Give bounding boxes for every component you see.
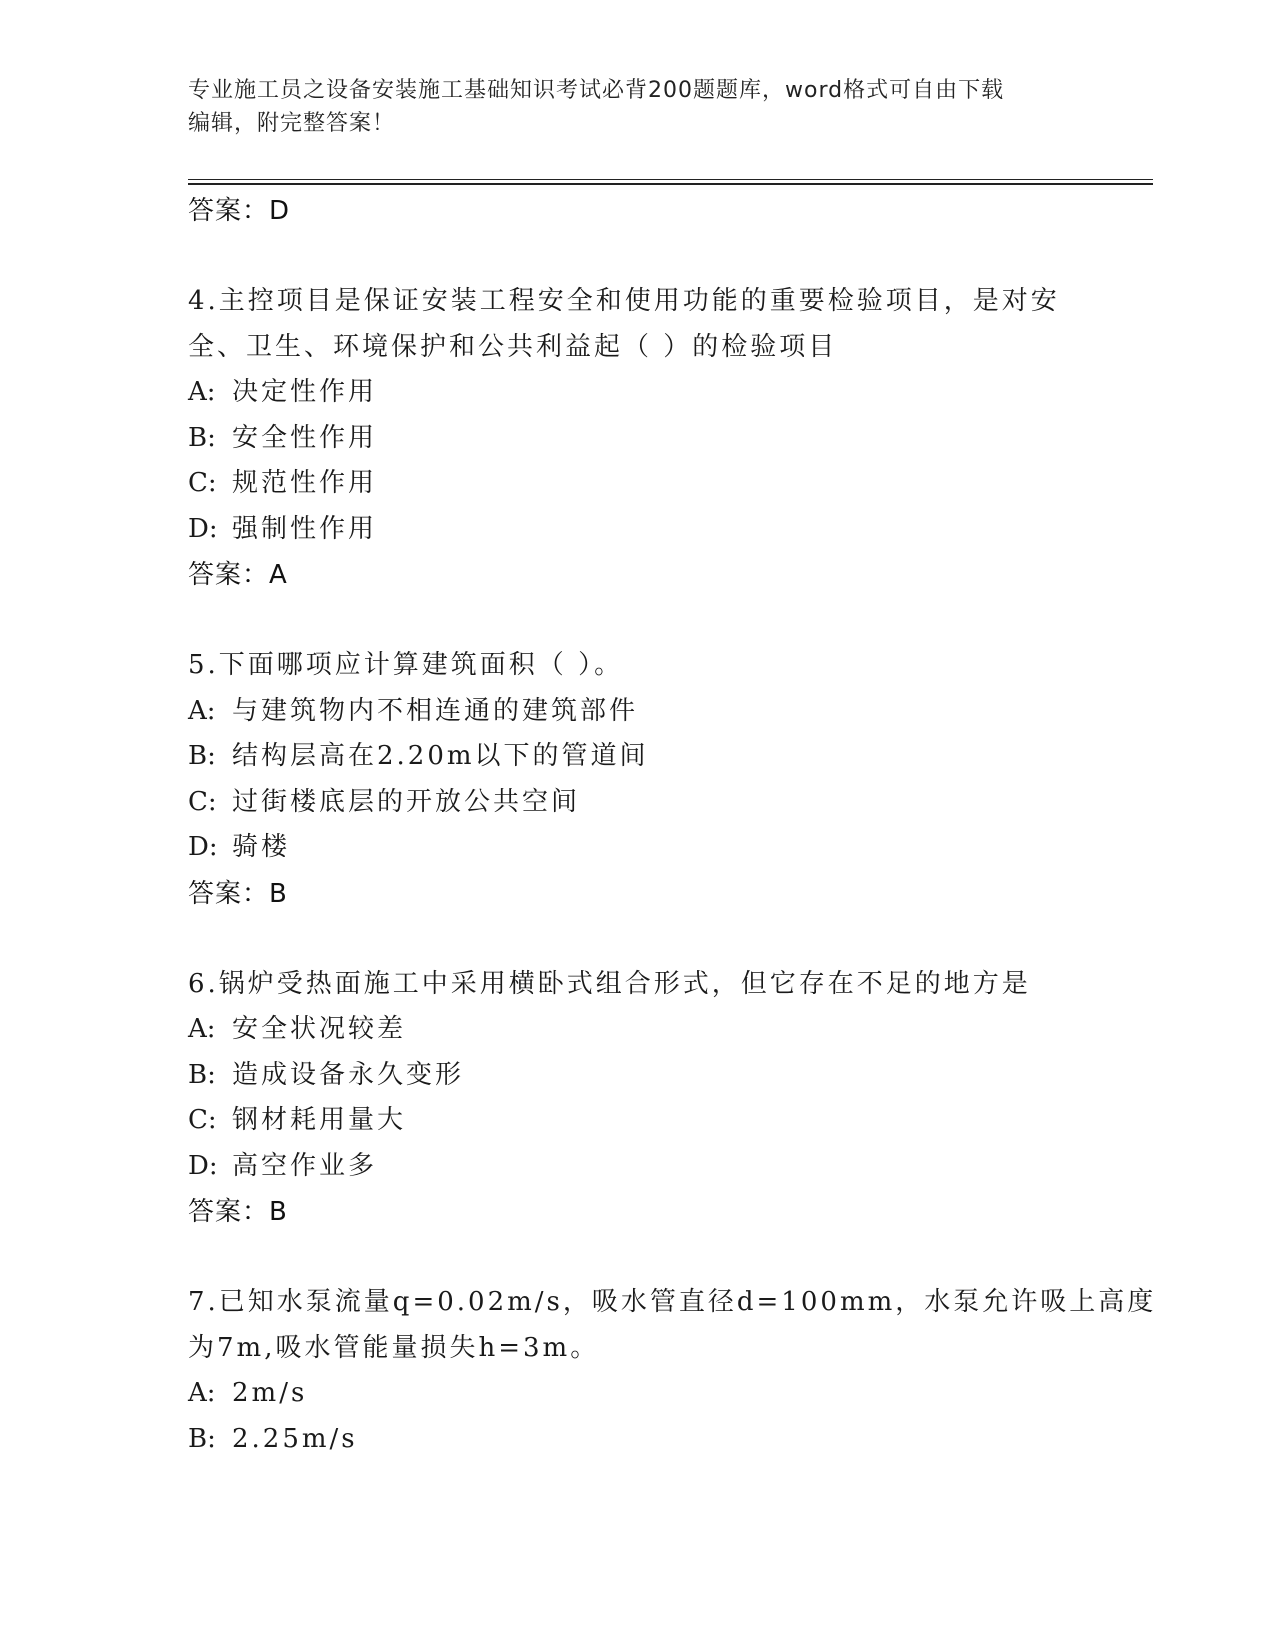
option-text: 2.25m/s — [232, 1423, 358, 1454]
question-stem-line: 7.已知水泵流量q=0.02m/s，吸水管直径d=100mm，水泵允许吸上高度 — [188, 1287, 1157, 1317]
option-text: 钢材耗用量大 — [232, 1105, 407, 1135]
answer-label: 答案：B — [188, 878, 288, 909]
answer-label: 答案：D — [188, 196, 291, 226]
question-stem-line: 全、卫生、环境保护和公共利益起（ ）的检验项目 — [188, 331, 838, 362]
option-d — [188, 825, 1088, 871]
option-letter: C: — [188, 786, 217, 817]
option-letter: B: — [188, 741, 216, 771]
question-item — [188, 1280, 1157, 1462]
option-text: 造成设备永久变形 — [232, 1059, 465, 1090]
question-stem-line: 为7m,吸水管能量损失h=3m。 — [188, 1332, 600, 1363]
header-divider — [188, 183, 1153, 185]
question-list — [188, 188, 1157, 1462]
option-b — [188, 734, 1088, 780]
question-item — [188, 962, 1088, 1236]
option-d — [188, 1144, 1088, 1190]
option-text: 骑楼 — [232, 832, 291, 862]
option-text: 决定性作用 — [232, 377, 378, 407]
question-stem — [188, 962, 1088, 1008]
option-letter: A: — [188, 695, 216, 726]
option-letter: A: — [188, 1378, 216, 1408]
option-a — [188, 370, 1088, 416]
option-b — [188, 416, 1088, 462]
option-a — [188, 1007, 1088, 1053]
option-a — [188, 1371, 1088, 1417]
option-text: 与建筑物内不相连通的建筑部件 — [232, 695, 639, 726]
option-letter: D: — [188, 1150, 218, 1181]
option-text: 安全状况较差 — [232, 1014, 407, 1044]
option-letter: C: — [188, 1105, 217, 1135]
answer-label: 答案：A — [188, 560, 288, 590]
question-stem-line: 5.下面哪项应计算建筑面积（ ）。 — [188, 650, 624, 680]
option-d — [188, 507, 1088, 553]
option-letter: B: — [188, 1059, 216, 1090]
option-letter: C: — [188, 468, 217, 498]
option-text: 过街楼底层的开放公共空间 — [232, 786, 581, 817]
header-divider — [188, 179, 1153, 180]
option-text: 强制性作用 — [232, 513, 378, 544]
option-letter: D: — [188, 513, 218, 544]
option-text: 高空作业多 — [232, 1150, 378, 1181]
answer-label: 答案：B — [188, 1197, 288, 1227]
document-header — [188, 74, 1088, 140]
option-text: 规范性作用 — [232, 468, 378, 498]
option-letter: B: — [188, 422, 216, 453]
option-c — [188, 461, 1088, 507]
option-letter: D: — [188, 832, 218, 862]
option-letter: A: — [188, 377, 216, 407]
option-c — [188, 780, 1088, 826]
question-stem — [188, 643, 1088, 689]
option-a — [188, 689, 1088, 735]
header-line: 专业施工员之设备安装施工基础知识考试必背200题题库，word格式可自由下载 — [188, 78, 1005, 103]
question-stem-line: 4.主控项目是保证安装工程安全和使用功能的重要检验项目，是对安 — [188, 286, 1060, 316]
question-item — [188, 279, 1088, 598]
option-b — [188, 1417, 1088, 1463]
question-stem — [188, 279, 1088, 370]
question-stem — [188, 1280, 1157, 1371]
option-letter: A: — [188, 1014, 216, 1044]
question-stem-line: 6.锅炉受热面施工中采用横卧式组合形式，但它存在不足的地方是 — [188, 968, 1031, 999]
option-text: 安全性作用 — [232, 422, 378, 453]
option-text: 2m/s — [232, 1378, 308, 1408]
question-item — [188, 643, 1088, 917]
option-b — [188, 1053, 1088, 1099]
option-c — [188, 1098, 1088, 1144]
option-text: 结构层高在2.20m以下的管道间 — [232, 741, 649, 771]
option-letter: B: — [188, 1423, 216, 1454]
header-line: 编辑，附完整答案！ — [188, 111, 396, 136]
